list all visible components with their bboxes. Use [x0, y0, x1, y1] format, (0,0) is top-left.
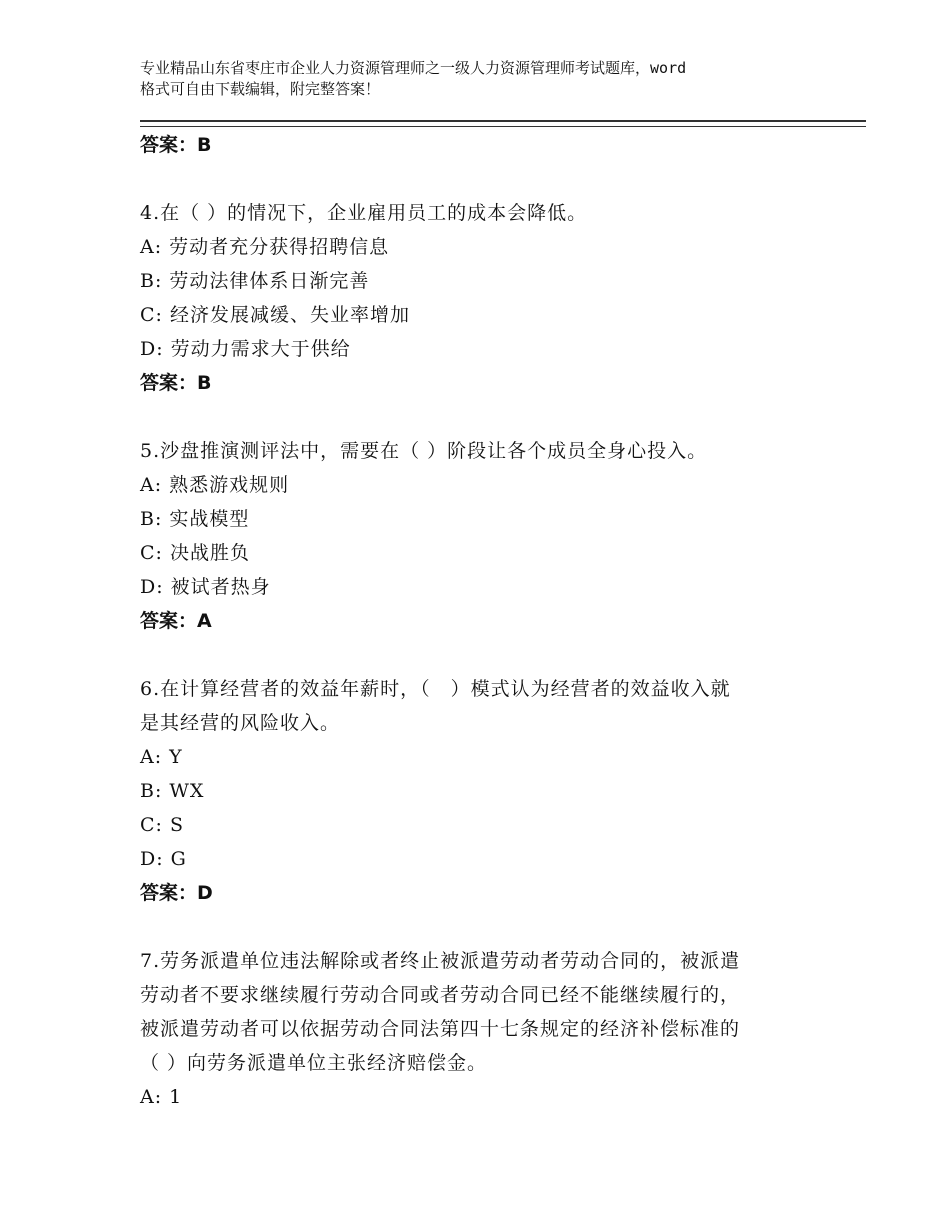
option-a: A: 1	[140, 1086, 183, 1108]
option-c: C: 经济发展减缓、失业率增加	[140, 304, 410, 326]
option-b: B: 劳动法律体系日渐完善	[140, 270, 370, 292]
option-a: A: 劳动者充分获得招聘信息	[140, 236, 390, 258]
question-list	[140, 128, 820, 1148]
header-divider	[140, 120, 866, 127]
header-line: 格式可自由下载编辑，附完整答案！	[140, 80, 381, 98]
question-7	[140, 944, 820, 1114]
option-d: D: 被试者热身	[140, 576, 271, 598]
answer-line: 答案：A	[140, 610, 212, 632]
question-6	[140, 672, 820, 910]
question-text: 5.沙盘推演测评法中，需要在（ ）阶段让各个成员全身心投入。	[140, 440, 708, 462]
option-a: A: 熟悉游戏规则	[140, 474, 290, 496]
option-b: B: WX	[140, 780, 205, 802]
option-d: D: G	[140, 848, 187, 870]
answer-line: 答案：B	[140, 372, 212, 394]
question-text: 7.劳务派遣单位违法解除或者终止被派遣劳动者劳动合同的，被派遣 劳动者不要求继续履行劳动合同或者劳动合同已经不能继续履行的， 被派遣劳动者可以依据劳动合同法第四十七条规定的经济补偿标准的 （ ）向劳务派遣单位主张经济赔偿金。	[140, 950, 741, 1074]
answer-line: 答案：B	[140, 134, 212, 156]
page-header	[140, 58, 830, 100]
question-text: 4.在（ ）的情况下，企业雇用员工的成本会降低。	[140, 202, 588, 224]
option-d: D: 劳动力需求大于供给	[140, 338, 351, 360]
option-b: B: 实战模型	[140, 508, 250, 530]
option-c: C: 决战胜负	[140, 542, 250, 564]
option-c: C: S	[140, 814, 184, 836]
question-4	[140, 196, 820, 400]
option-a: A: Y	[140, 746, 183, 768]
question-text: 6.在计算经营者的效益年薪时，（ ）模式认为经营者的效益收入就 是其经营的风险收入。	[140, 678, 731, 734]
question-5	[140, 434, 820, 638]
answer-line: 答案：D	[140, 882, 213, 904]
header-line: 专业精品山东省枣庄市企业人力资源管理师之一级人力资源管理师考试题库，word	[140, 59, 687, 77]
